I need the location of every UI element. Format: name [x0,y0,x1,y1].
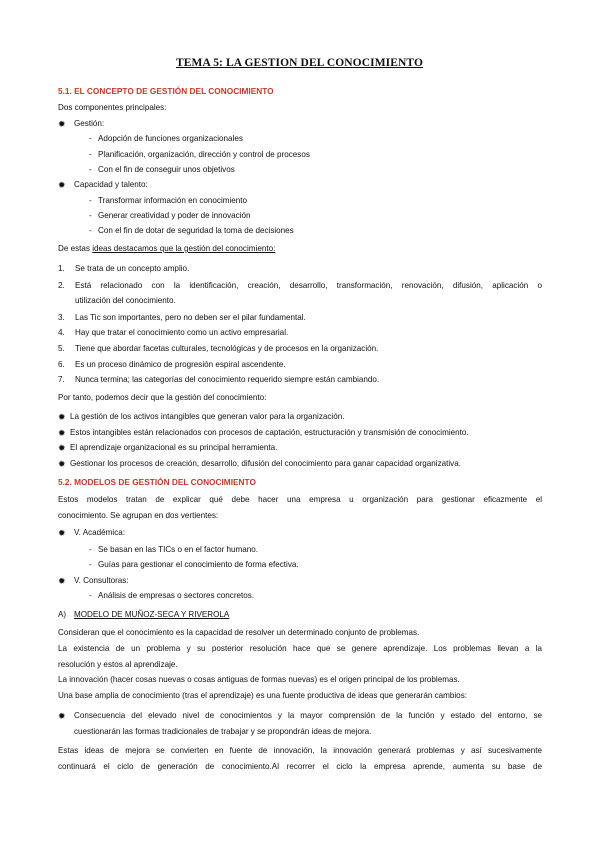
numbered-item: Está relacionado con la identificación, creación, desarrollo, transformación, renovación, difusión, aplicación o [75,281,542,290]
list-item: Análisis de empresas o sectores concretos. [98,591,255,600]
list-number: 2. [58,281,65,290]
numbered-item: Nunca termina; las categorías del conocimiento requerido siempre están cambiando. [75,375,380,384]
list-item: Con el fin de conseguir unos objetivos [98,165,235,174]
dash-icon: - [89,211,92,220]
bullet-item: La gestión de los activos intangibles que generan valor para la organización. [70,412,345,421]
paragraph-line: cuestionarán las formas tradicionales de trabajar y se propondrán ideas de mejora. [74,727,372,736]
paragraph-line: La innovación (hacer cosas nuevas o cosas antiguas de formas nuevas) es el origen principal de los problemas. [58,675,460,684]
list-number: 7. [58,375,65,384]
dash-icon: - [89,226,92,235]
list-item: Adopción de funciones organizacionales [98,134,243,143]
list-number: 4. [58,328,65,337]
numbered-item: Hay que tratar el conocimiento como un activo empresarial. [75,328,289,337]
numbered-item: Se trata de un concepto amplio. [75,264,190,273]
list-number: 6. [58,360,65,369]
ideas-underlined: ideas destacamos que la gestión del conocimiento: [92,244,276,253]
numbered-item: Las Tic son importantes, pero no deben ser el pilar fundamental. [75,313,306,322]
ideas-prefix: De estas [58,244,93,253]
section-heading-5-2: 5.2. MODELOS DE GESTIÓN DEL CONOCIMIENTO [58,477,256,487]
numbered-item: Es un proceso dinámico de progresión espiral ascendente. [75,360,286,369]
paragraph-line: La existencia de un problema y su posterior resolución hace que se genere aprendizaje. Los problemas llevan a la [58,644,542,653]
bullet-item: Estos intangibles están relacionados con procesos de captación, estructuración y transmisión de conocimiento. [70,428,469,437]
dash-icon: - [89,150,92,159]
dash-icon: - [89,591,92,600]
list-item: Con el fin de dotar de seguridad la toma de decisiones [98,226,294,235]
paragraph-line: continuará el ciclo de generación de conocimiento.Al recorrer el ciclo la empresa aprende, aumenta su base de [58,762,542,771]
paragraph-line: Consideran que el conocimiento es la capacidad de resolver un determinado conjunto de problemas. [58,628,420,637]
bullet-icon: ✹ [58,428,66,438]
paragraph-line: Una base amplia de conocimiento (tras el aprendizaje) es una fuente productiva de ideas que generarán cambios: [58,691,467,700]
bullet-icon: ✹ [58,711,66,721]
bullet-icon: ✹ [58,180,66,190]
paragraph-line: Estos modelos tratan de explicar qué debe hacer una empresa u organización para gestionar eficazmente el [58,495,542,504]
paragraph-line: resolución y estos al aprendizaje. [58,660,178,669]
bullet-icon: ✹ [58,412,66,422]
section-heading-5-1: 5.1. EL CONCEPTO DE GESTIÓN DEL CONOCIMIENTO [58,86,274,96]
dash-icon: - [89,560,92,569]
paragraph-line: conocimiento. Se agrupan en dos vertientes: [58,511,219,520]
dash-icon: - [89,545,92,554]
bullet-item: Gestionar los procesos de creación, desarrollo, difusión del conocimiento para ganar capacidad organizativa. [70,459,461,468]
dash-icon: - [89,134,92,143]
list-item: Transformar información en conocimiento [98,196,248,205]
dash-icon: - [89,196,92,205]
bullet-icon: ✹ [58,576,66,586]
ideas-line [58,244,275,254]
dash-icon: - [89,165,92,174]
subheading-a: MODELO DE MUÑOZ-SECA Y RIVEROLA [74,610,230,619]
bullet-icon: ✹ [58,528,66,538]
academica-label: V. Académica: [74,528,125,537]
paragraph-line: Consecuencia del elevado nivel de conocimientos y la mayor comprensión de la función y estado del entorno, se [74,711,542,720]
list-number: 3. [58,313,65,322]
bullet-icon: ✹ [58,119,66,129]
intro-text: Dos componentes principales: [58,103,167,112]
list-number: 5. [58,344,65,353]
bullet-item: El aprendizaje organizacional es su principal herramienta. [70,443,278,452]
portanto-text: Por tanto, podemos decir que la gestión del conocimiento: [58,393,267,402]
list-item: Guías para gestionar el conocimiento de forma efectiva. [98,560,299,569]
numbered-item-cont: utilización del conocimiento. [75,296,176,305]
page-title: TEMA 5: LA GESTION DEL CONOCIMIENTO [175,57,424,69]
subheading-letter: A) [58,610,67,619]
bullet-icon: ✹ [58,459,66,469]
consultoras-label: V. Consultoras: [74,576,129,585]
gestion-label: Gestión: [74,119,105,128]
list-item: Planificación, organización, dirección y control de procesos [98,150,310,159]
list-number: 1. [58,264,65,273]
list-item: Se basan en las TICs o en el factor humano. [98,545,259,554]
list-item: Generar creatividad y poder de innovación [98,211,251,220]
paragraph-line: Estas ideas de mejora se convierten en fuente de innovación, la innovación generará problemas y así sucesivamente [58,746,542,755]
bullet-icon: ✹ [58,443,66,453]
capacidad-label: Capacidad y talento: [74,180,148,189]
numbered-item: Tiene que abordar facetas culturales, tecnológicas y de procesos en la organización. [75,344,379,353]
